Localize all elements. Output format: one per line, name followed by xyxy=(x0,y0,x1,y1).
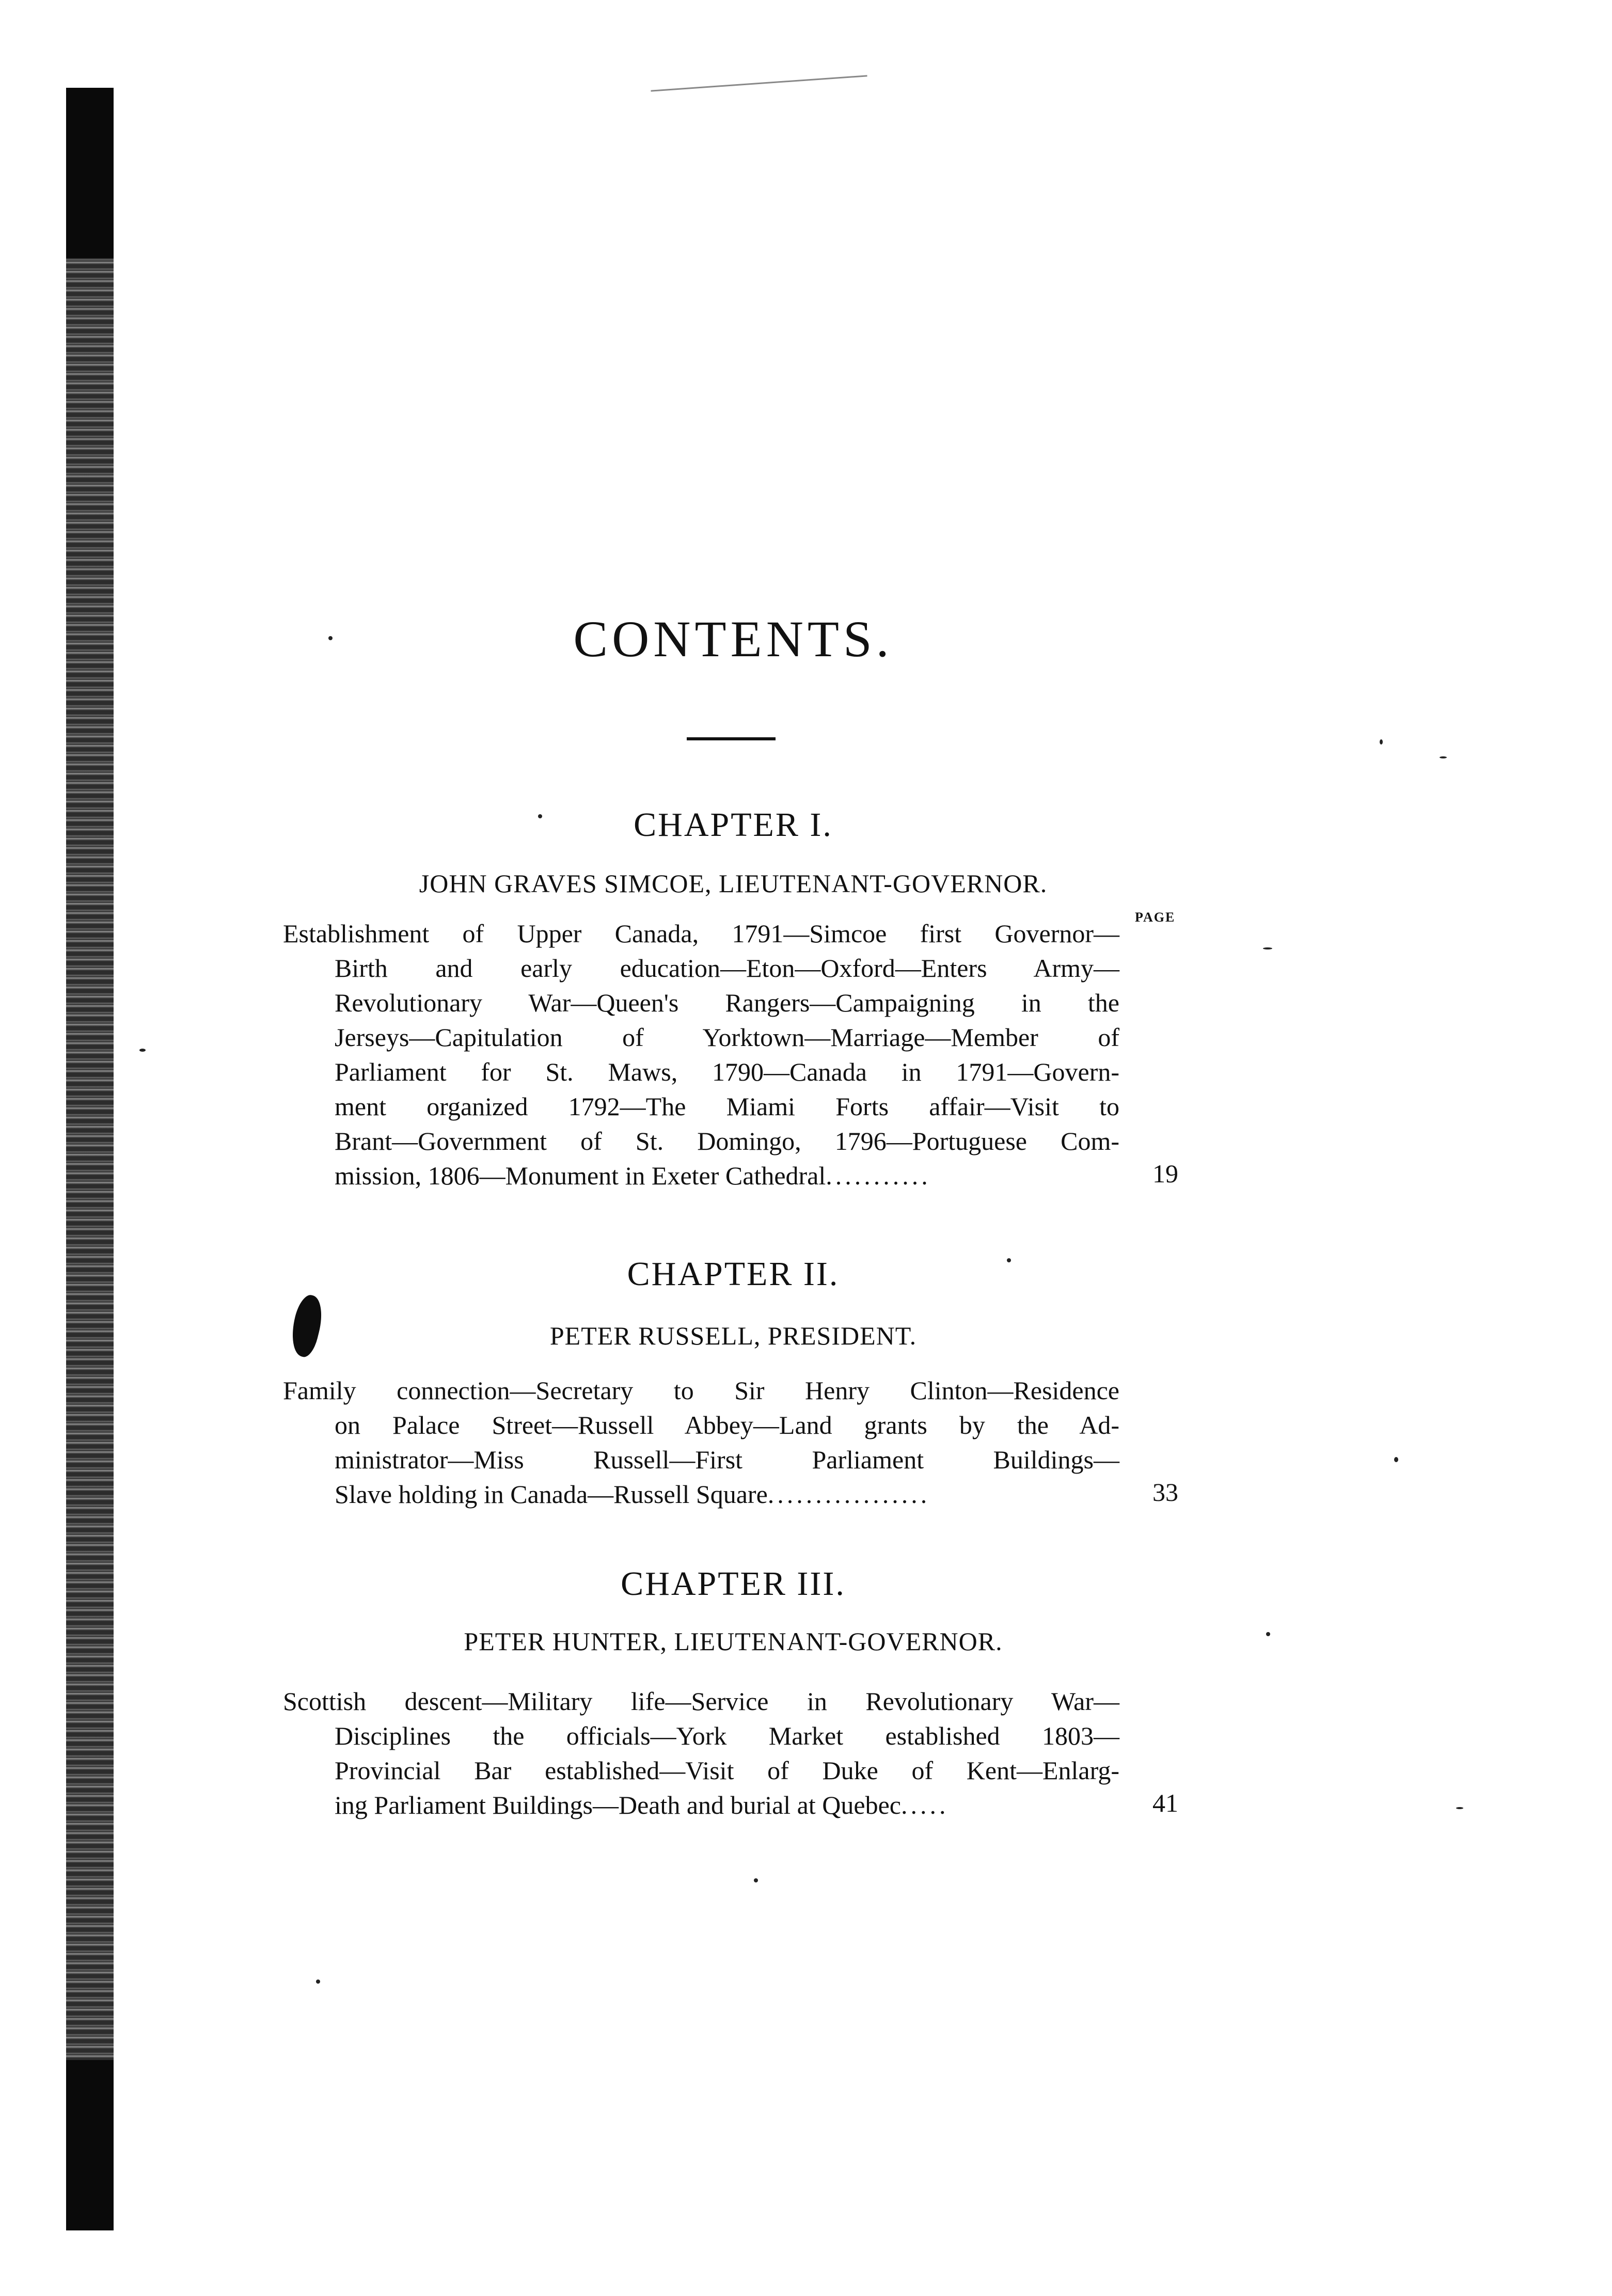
scan-speck xyxy=(754,1878,758,1882)
summary-line: Disciplines the officials—York Market established 1803— xyxy=(335,1721,1119,1750)
summary-line-last xyxy=(283,1477,1119,1512)
summary-line-text: ing Parliament Buildings—Death and burial at Quebec xyxy=(335,1791,901,1819)
summary-line: Revolutionary War—Queen's Rangers—Campaigning in the xyxy=(335,988,1119,1017)
summary-line: ministrator—Miss Russell—First Parliament Buildings— xyxy=(335,1445,1119,1474)
summary-line: Brant—Government of St. Domingo, 1796—Portuguese Com- xyxy=(335,1127,1119,1155)
chapter-1-heading: CHAPTER I. xyxy=(634,806,833,844)
chapter-1-subtitle: JOHN GRAVES SIMCOE, LIEUTENANT-GOVERNOR. xyxy=(419,869,1048,898)
summary-line: ment organized 1792—The Miami Forts affair—Visit to xyxy=(335,1092,1119,1121)
scan-speck xyxy=(1456,1807,1463,1809)
scan-speck xyxy=(1394,1457,1398,1462)
scan-speck xyxy=(139,1049,146,1052)
summary-line: Establishment of Upper Canada, 1791—Simcoe first Governor— xyxy=(283,919,1119,948)
summary-line-last xyxy=(283,1159,1119,1193)
page-title: CONTENTS. xyxy=(573,610,893,668)
page-column-label: PAGE xyxy=(1135,910,1176,925)
binding-edge-top xyxy=(66,88,114,258)
chapter-3-summary xyxy=(283,1684,1119,1823)
summary-line: Jerseys—Capitulation of Yorktown—Marriage—Member of xyxy=(335,1023,1119,1052)
dot-leader: ................. xyxy=(767,1480,930,1509)
chapter-2-summary xyxy=(283,1373,1119,1512)
summary-line-last xyxy=(283,1788,1119,1823)
scan-speck xyxy=(1263,947,1272,949)
scan-speck xyxy=(538,814,542,818)
scan-speck xyxy=(1266,1632,1270,1636)
chapter-2-page-number: 33 xyxy=(1152,1478,1178,1507)
scan-speck xyxy=(328,636,333,640)
pencil-mark xyxy=(651,75,867,91)
scan-speck xyxy=(1380,739,1383,745)
chapter-1-page-number: 19 xyxy=(1152,1159,1178,1188)
chapter-2-subtitle: PETER RUSSELL, PRESIDENT. xyxy=(549,1321,917,1350)
chapter-2-heading: CHAPTER II. xyxy=(627,1255,840,1293)
chapter-3-page-number: 41 xyxy=(1152,1788,1178,1817)
dot-leader: ..... xyxy=(900,1791,949,1819)
summary-line-text: Slave holding in Canada—Russell Square xyxy=(335,1480,768,1509)
summary-line: Birth and early education—Eton—Oxford—Enters Army— xyxy=(335,954,1119,983)
summary-line-text: mission, 1806—Monument in Exeter Cathedral xyxy=(335,1161,826,1190)
summary-line: Family connection—Secretary to Sir Henry Clinton—Residence xyxy=(283,1376,1119,1405)
summary-line: Scottish descent—Military life—Service in Revolutionary War— xyxy=(283,1687,1119,1716)
title-rule xyxy=(687,737,776,740)
scan-speck xyxy=(316,1980,320,1984)
dot-leader: ........... xyxy=(826,1161,931,1190)
chapter-3-heading: CHAPTER III. xyxy=(621,1565,846,1603)
summary-line: on Palace Street—Russell Abbey—Land grants by the Ad- xyxy=(335,1411,1119,1439)
binding-edge-bottom xyxy=(66,2060,114,2230)
summary-line: Provincial Bar established—Visit of Duke of Kent—Enlarg- xyxy=(335,1756,1119,1785)
scan-speck xyxy=(1440,756,1447,758)
chapter-3-subtitle: PETER HUNTER, LIEUTENANT-GOVERNOR. xyxy=(464,1627,1003,1656)
summary-line: Parliament for St. Maws, 1790—Canada in 1791—Govern- xyxy=(335,1057,1119,1086)
chapter-1-summary xyxy=(283,916,1119,1193)
scan-speck xyxy=(1007,1258,1011,1262)
binding-edge xyxy=(66,88,114,2230)
